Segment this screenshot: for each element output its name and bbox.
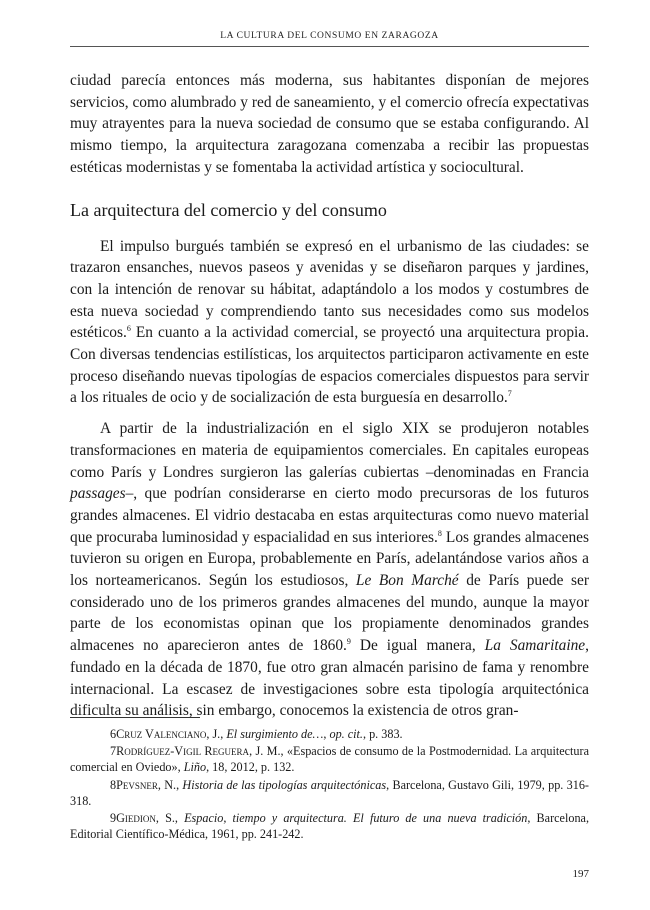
footnote-text: , p. 383. xyxy=(362,727,403,741)
footnote-author: Cruz Valenciano xyxy=(116,727,207,741)
footnote-title: Liño xyxy=(183,760,207,775)
footnote xyxy=(70,777,589,809)
text-run: A partir de la industrialización en el siglo XIX se produjeron notables transformaciones en materia de equipamientos comerciales. En capitales europeas como París y Londres surgieron las galerías cubiertas –denominadas en Francia xyxy=(70,420,589,481)
footnote-text: , S., xyxy=(155,811,185,826)
emphasis: Le Bon Marché xyxy=(355,572,459,590)
footnote xyxy=(70,810,589,842)
emphasis: La Samaritaine xyxy=(484,637,586,655)
text-run: de París puede ser considerado uno de los primeros grandes almacenes del mundo, aunque la mayor parte de los economistas opinan que los propiamente denominados grandes almacenes no aparecieron antes de 1860. xyxy=(70,572,589,655)
paragraph-2 xyxy=(70,236,589,410)
footnote-text: , xyxy=(323,727,330,741)
page-number: 197 xyxy=(572,868,589,880)
footnote-title: op. cit. xyxy=(329,727,363,741)
footnote-title: Espacio, tiempo y arquitectura. El futuro de una nueva tradición xyxy=(184,811,528,826)
emphasis: passages xyxy=(70,485,126,503)
footnote-ref[interactable]: 6 xyxy=(126,324,131,334)
footnote-text: , J. M., «Espacios de consumo de la Postmodernidad. La arquitectura comercial en Oviedo», xyxy=(70,744,589,775)
footnote-title: Historia de las tipologías arquitectónicas xyxy=(182,777,387,792)
footnote-ref[interactable]: 7 xyxy=(507,389,512,399)
footnote-text: , Barcelona, Editorial Científico-Médica, 1961, pp. 241-242. xyxy=(70,811,589,842)
footnote-number: 8 xyxy=(110,777,117,792)
footnote-rule xyxy=(70,717,200,718)
footnote xyxy=(70,743,589,775)
footnote-ref[interactable]: 9 xyxy=(346,637,351,647)
footnote-text: , Barcelona, Gustavo Gili, 1979, pp. 316-318. xyxy=(70,777,589,808)
footnote-author: Pevsner xyxy=(116,777,158,792)
footnote-ref[interactable]: 8 xyxy=(437,528,442,538)
footnote-text: , J., xyxy=(206,727,227,741)
main-text xyxy=(70,70,589,722)
footnote-number: 7 xyxy=(110,744,117,759)
footnote-number: 9 xyxy=(110,811,117,826)
footnote-number: 6 xyxy=(110,727,117,741)
text-run: En cuanto a la actividad comercial, se proyectó una arquitectura propia. Con diversas tendencias estilísticas, los arquitectos participaron activamente en este proceso diseñando nuevas tipologías de espacios comerciales dispuestos para servir a los rituales de ocio y de socialización de esta burguesía en desarrollo. xyxy=(70,324,589,407)
footnote-author: Giedion xyxy=(116,811,156,826)
text-run: Los grandes almacenes tuvieron su origen en Europa, probablemente en París, adelantándose varios años a los norteamericanos. Según los estudiosos, xyxy=(70,528,589,590)
footnote-author: Rodríguez-Vigil Reguera xyxy=(116,744,250,759)
text-run: El impulso burgués también se expresó en el urbanismo de las ciudades: se trazaron ensanches, nuevos paseos y avenidas y se diseñaron parques y jardines, con la intención de renovar su hábitat, adaptándolo a los modos y costumbres de esta nueva sociedad y comprendiendo tanto sus necesidades como sus modelos estéticos. xyxy=(70,237,589,342)
running-header: LA CULTURA DEL CONSUMO EN ZARAGOZA xyxy=(220,31,439,41)
footnote-text: , 18, 2012, p. 132. xyxy=(206,760,295,775)
footnote-title: El surgimiento de… xyxy=(226,727,324,741)
footnote xyxy=(70,726,589,742)
text-run: De igual manera, xyxy=(350,637,485,655)
section-heading: La arquitectura del comercio y del consumo xyxy=(70,199,387,220)
paragraph-3 xyxy=(70,418,589,722)
footnotes xyxy=(70,726,589,843)
text-run: , fundado en la década de 1870, fue otro gran almacén parisino de fama y renombre internacional. La escasez de investigaciones sobre esta tipología arquitectónica dificulta su análisis, sin embargo, conocemos la existencia de otros gran- xyxy=(70,637,590,720)
header-rule xyxy=(70,46,589,47)
text-run: –, que podrían considerarse en cierto modo precursoras de los futuros grandes almacenes. El vidrio destacaba en estas arquitecturas como nuevo material que procuraba luminosidad y espacialidad en sus interiores. xyxy=(70,485,589,546)
footnote-text: , N., xyxy=(157,777,183,792)
paragraph-1: ciudad parecía entonces más moderna, sus habitantes disponían de mejores servicios, como alumbrado y red de saneamiento, y el comercio ofrecía expectativas muy atrayentes para la nueva sociedad de consumo que se estaba configurando. Al mismo tiempo, la arquitectura zaragozana comenzaba a recibir las propuestas estéticas modernistas y se fomentaba la actividad artística y sociocultural. xyxy=(70,72,589,176)
